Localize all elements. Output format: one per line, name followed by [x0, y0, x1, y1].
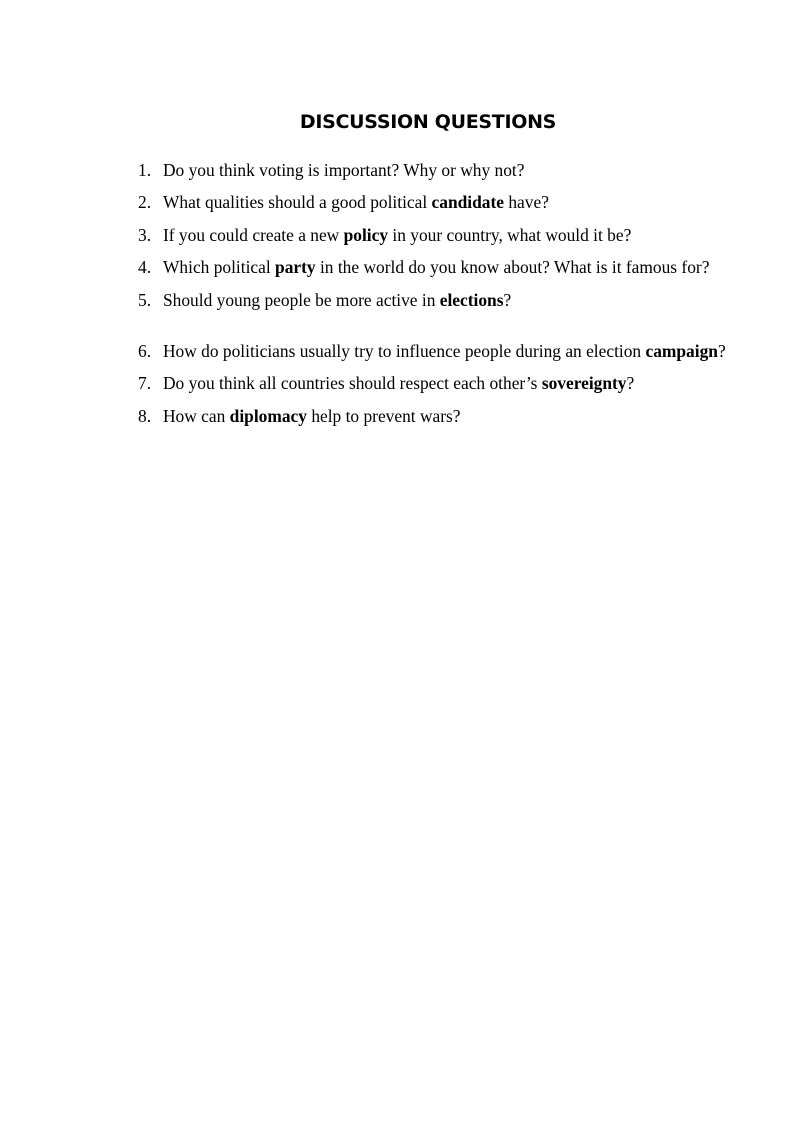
question-keyword: diplomacy [229, 405, 307, 426]
question-item-6 [138, 335, 738, 367]
question-number: 2. [138, 192, 152, 213]
page-title: DISCUSSION QUESTIONS [299, 111, 557, 133]
question-text-end: ? [717, 341, 726, 362]
question-text: Do you think voting is important? Why or why not? [163, 160, 525, 180]
question-text: What qualities should a good political [163, 192, 432, 213]
question-text-end: have? [504, 192, 549, 213]
question-keyword: campaign [645, 341, 718, 362]
question-text: If you could create a new [163, 224, 344, 245]
question-item-5 [138, 284, 738, 316]
question-number: 4. [138, 257, 152, 278]
question-text: How can [163, 405, 230, 426]
question-item-4 [138, 251, 738, 283]
question-number: 5. [138, 289, 152, 310]
question-text: Which political [163, 257, 276, 278]
question-text: How do politicians usually try to influence people during an election [163, 341, 646, 362]
question-text-end: in the world do you know about? What is it famous for? [315, 257, 710, 278]
question-number: 8. [138, 405, 152, 426]
question-keyword: party [275, 257, 316, 278]
question-text-end: help to prevent wars? [306, 405, 461, 426]
question-item-1 [138, 154, 738, 186]
question-text: Do you think all countries should respect each other’s [163, 373, 542, 394]
question-number: 6. [138, 341, 152, 362]
question-number: 1. [138, 160, 152, 180]
question-text-end: ? [626, 373, 635, 394]
question-item-8 [138, 400, 738, 432]
question-text: Should young people be more active in [163, 289, 440, 310]
question-keyword: elections [439, 289, 504, 310]
question-text-end: in your country, what would it be? [388, 224, 632, 245]
question-keyword: candidate [431, 192, 505, 213]
question-list [138, 154, 738, 432]
question-number: 3. [138, 224, 152, 245]
question-text-end: ? [503, 289, 512, 310]
question-item-7 [138, 367, 738, 399]
question-item-2 [138, 186, 738, 218]
question-number: 7. [138, 373, 152, 394]
question-item-3 [138, 219, 738, 251]
question-keyword: policy [343, 224, 389, 245]
question-keyword: sovereignty [541, 373, 627, 394]
